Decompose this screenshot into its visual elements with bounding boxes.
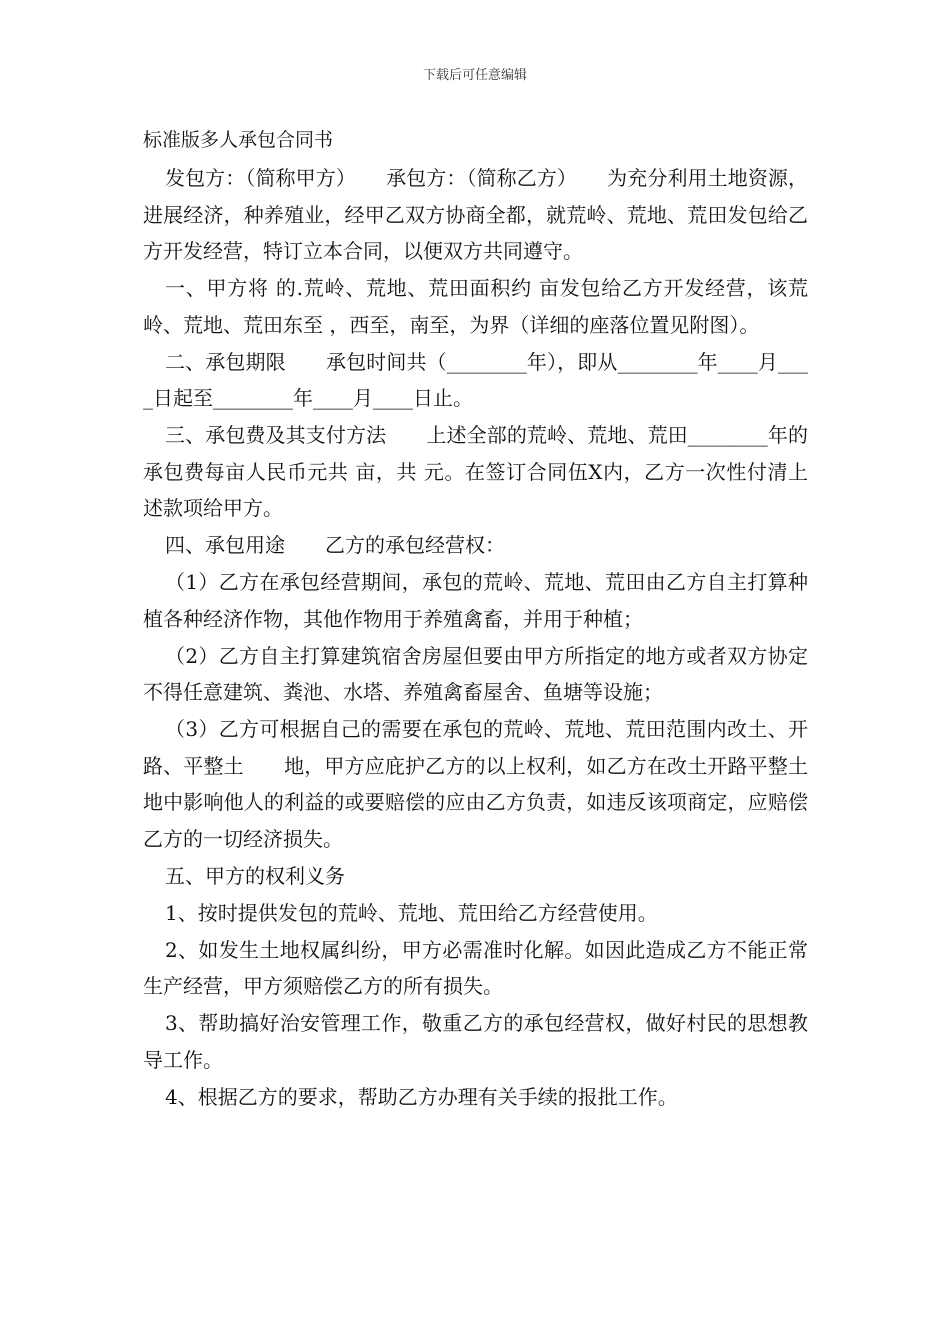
document-body	[143, 125, 808, 1115]
paragraph-clause-5-item-3: 3、帮助搞好治安管理工作，敬重乙方的承包经营权，做好村民的思想教导工作。	[143, 1011, 808, 1072]
paragraph-clause-5: 五、甲方的权利义务	[165, 863, 345, 888]
paragraph-clause-5-item-4: 4、根据乙方的要求，帮助乙方办理有关手续的报批工作。	[165, 1084, 678, 1109]
paragraph-clause-5-item-1: 1、按时提供发包的荒岭、荒地、荒田给乙方经营使用。	[165, 900, 658, 925]
paragraph-clause-3: 三、承包费及其支付方法 上述全部的荒岭、荒地、荒田________年的承包费每亩人民币元共 亩，共 元。在签订合同伍X内，乙方一次性付清上述款项给甲方。	[143, 423, 808, 520]
page-header-note: 下载后可任意编辑	[422, 68, 527, 83]
paragraph-clause-4-item-1: （1）乙方在承包经营期间，承包的荒岭、荒地、荒田由乙方自主打算种植各种经济作物，其他作物用于养殖禽畜，并用于种植；	[143, 570, 808, 631]
paragraph-clause-4-item-2: （2）乙方自主打算建筑宿舍房屋但要由甲方所指定的地方或者双方协定不得任意建筑、粪池、水塔、养殖禽畜屋舍、鱼塘等设施；	[143, 643, 808, 704]
paragraph-parties: 发包方：（简称甲方） 承包方：（简称乙方） 为充分利用土地资源，进展经济，种养殖业，经甲乙双方协商全都，就荒岭、荒地、荒田发包给乙方开发经营，特订立本合同，以便双方共同遵守。	[143, 166, 808, 263]
paragraph-clause-4: 四、承包用途 乙方的承包经营权：	[165, 533, 505, 557]
paragraph-clause-4-item-3: （3）乙方可根据自己的需要在承包的荒岭、荒地、荒田范围内改土、开路、平整土 地，甲方应庇护乙方的以上权利，如乙方在改土开路平整土地中影响他人的利益的或要赔偿的应由乙方负责，如违反该项商定，应赔偿乙方的一切经济损失。	[143, 717, 808, 851]
paragraph-clause-1: 一、甲方将 的.荒岭、荒地、荒田面积约 亩发包给乙方开发经营，该荒岭、荒地、荒田东至 ，西至，南至，为界（详细的座落位置见附图）。	[143, 276, 808, 337]
paragraph-clause-2: 二、承包期限 承包时间共（________年），即从________年____月____日起至________年____月____日止。	[143, 349, 808, 410]
paragraph-clause-5-item-2: 2、如发生土地权属纠纷，甲方必需准时化解。如因此造成乙方不能正常生产经营，甲方须赔偿乙方的所有损失。	[143, 937, 808, 998]
document-title: 标准版多人承包合同书	[143, 129, 334, 151]
